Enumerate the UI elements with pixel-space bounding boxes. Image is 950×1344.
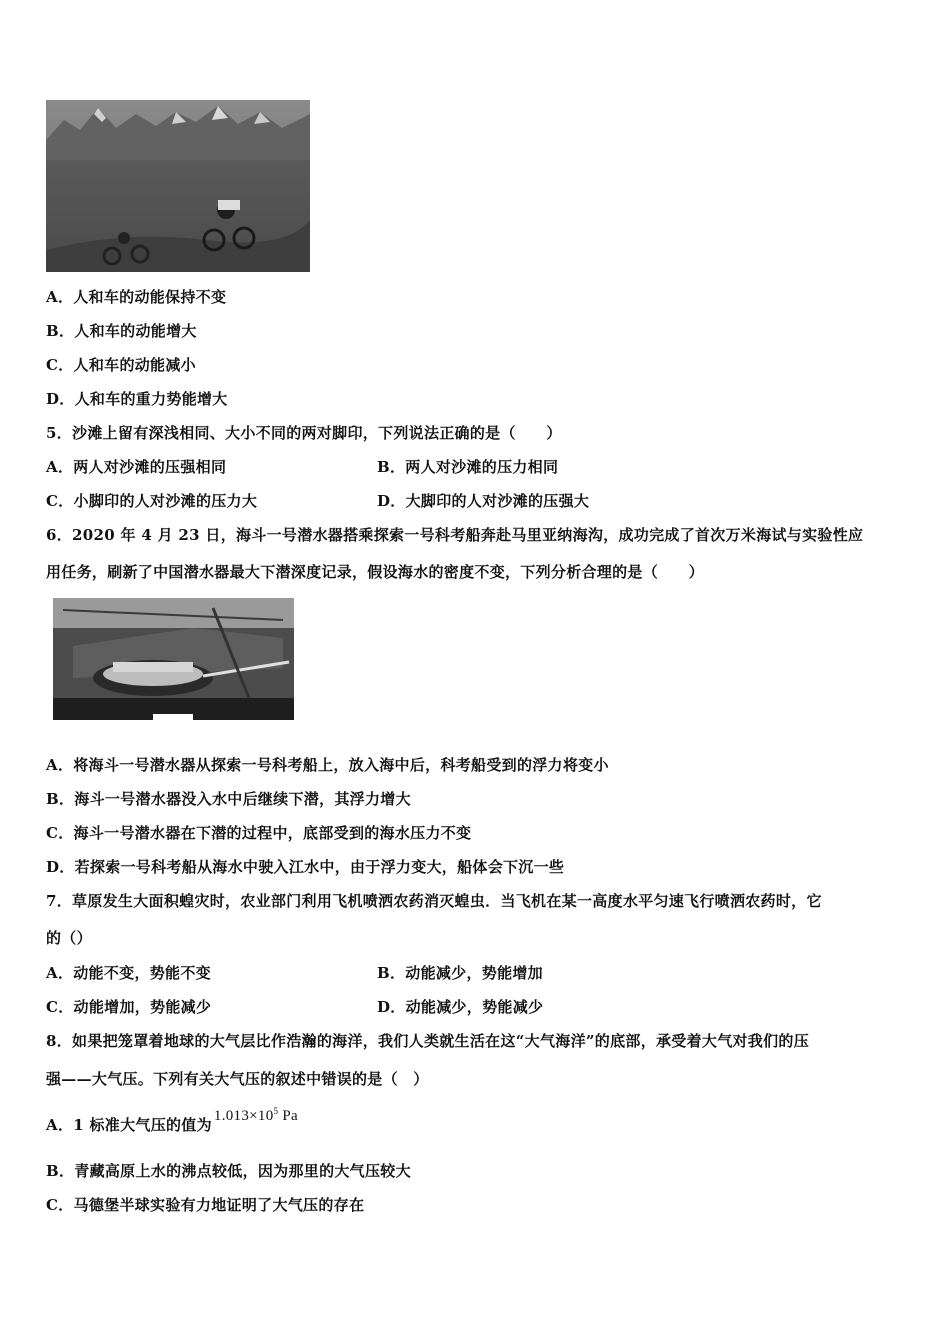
q7-stem-line2: 的（） [46, 929, 92, 947]
q6-stem-line1: 6．2020 年 4 月 23 日，海斗一号潜水器搭乘探索一号科考船奔赴马里亚纳海沟，成功完成了首次万米海试与实验性应 [46, 526, 864, 544]
q6-option-c: C．海斗一号潜水器在下潜的过程中，底部受到的海水压力不变 [46, 824, 472, 842]
q4-option-b: B．人和车的动能增大 [46, 322, 197, 340]
formula-base: 1.013×10 [213, 1108, 274, 1124]
q5-option-d: D．大脚印的人对沙滩的压强大 [377, 492, 590, 510]
q6-option-d: D．若探索一号科考船从海水中驶入江水中，由于浮力变大，船体会下沉一些 [46, 858, 565, 876]
cyclists-mountain-image [46, 100, 310, 272]
submersible-image [53, 598, 294, 720]
cyclists-mountain-photo [46, 100, 310, 272]
q5-option-c: C．小脚印的人对沙滩的压力大 [46, 492, 258, 510]
q8-option-b: B．青藏高原上水的沸点较低，因为那里的大气压较大 [46, 1162, 411, 1180]
q4-option-a: A．人和车的动能保持不变 [46, 288, 227, 306]
formula-exponent: 5 [273, 1106, 279, 1116]
q7-option-a: A．动能不变，势能不变 [46, 964, 211, 982]
q6-option-a: A．将海斗一号潜水器从探索一号科考船上，放入海中后，科考船受到的浮力将变小 [46, 756, 609, 774]
q8-option-a [46, 1106, 298, 1135]
q8-option-c: C．马德堡半球实验有力地证明了大气压的存在 [46, 1196, 365, 1214]
q7-option-d: D．动能减少，势能减少 [377, 998, 544, 1016]
q5-stem: 5．沙滩上留有深浅相同、大小不同的两对脚印，下列说法正确的是（ ） [46, 424, 562, 442]
q7-stem-line1: 7．草原发生大面积蝗灾时，农业部门利用飞机喷洒农药消灭蝗虫．当飞机在某一高度水平匀速飞行喷洒农药时，它 [46, 892, 822, 910]
q7-option-c: C．动能增加，势能减少 [46, 998, 212, 1016]
q7-option-b: B．动能减少，势能增加 [377, 964, 543, 982]
atmospheric-pressure-formula [214, 1108, 298, 1124]
q8-stem-line2: 强——大气压。下列有关大气压的叙述中错误的是（ ） [46, 1070, 429, 1088]
q6-option-b: B．海斗一号潜水器没入水中后继续下潜，其浮力增大 [46, 790, 411, 808]
formula-unit: Pa [278, 1108, 298, 1124]
q8-stem-line1: 8．如果把笼罩着地球的大气层比作浩瀚的海洋，我们人类就生活在这“大气海洋”的底部，承受着大气对我们的压 [46, 1032, 809, 1050]
q8-option-a-text: A．1 标准大气压的值为 [46, 1116, 212, 1134]
q4-option-c: C．人和车的动能减小 [46, 356, 196, 374]
q5-option-a: A．两人对沙滩的压强相同 [46, 458, 227, 476]
q6-stem-line2: 用任务，刷新了中国潜水器最大下潜深度记录，假设海水的密度不变，下列分析合理的是（ ） [46, 563, 704, 581]
q4-option-d: D．人和车的重力势能增大 [46, 390, 228, 408]
q5-option-b: B．两人对沙滩的压力相同 [377, 458, 559, 476]
submersible-photo [53, 598, 294, 720]
